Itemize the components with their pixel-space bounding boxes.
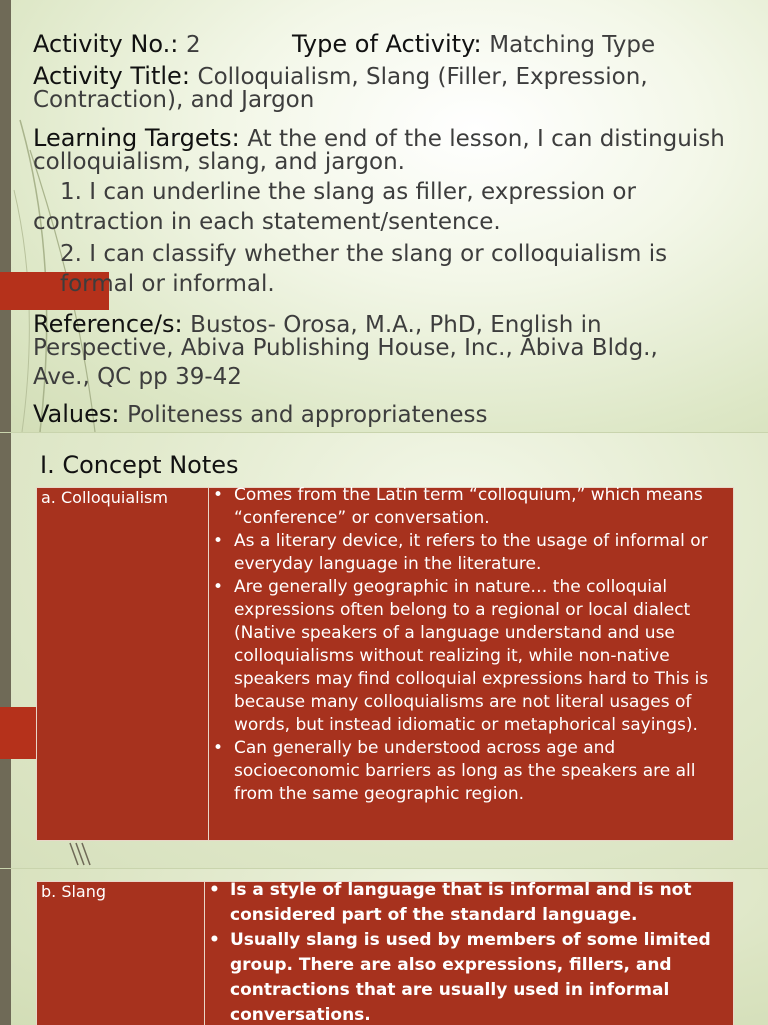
definition-cell [206,878,729,1025]
reference-cont-2: Ave., QC pp 39-42 [33,364,242,390]
activity-number: Activity No.: 2 [33,30,201,58]
list-item: • Can generally be understood across age and socioeconomic barriers as long as the speakers are all from the same geographic region. [213,738,696,804]
activity-title: Activity Title: Colloquialism, Slang (Filler, Expression, [33,62,648,90]
learning-targets: Learning Targets: At the end of the lesson, I can distinguish [33,124,725,152]
learning-targets-cont: colloquialism, slang, and jargon. [33,149,405,175]
list-item: • Is a style of language that is informal and is not considered part of the standard language. [209,880,692,925]
term-cell: a. Colloquialism [37,488,209,840]
target-2-cont: formal or informal. [60,271,275,297]
list-item: • Are generally geographic in nature… the colloquial expressions often belong to a regional or local dialect (Native speakers of a language understand and use colloquialisms without realizing it, while non-native speakers may find colloquial expressions hard to This is because many colloquialisms are not literal usages of words, but instead idiomatic or metaphorical sayings). [213,577,709,735]
activity-title-cont: Contraction), and Jargon [33,87,315,113]
target-1-cont: contraction in each statement/sentence. [33,209,501,235]
list-item: • As a literary device, it refers to the usage of informal or everyday language in the literature. [213,531,708,574]
concept-notes-heading: I. Concept Notes [40,451,239,479]
slide-concept-notes [0,432,768,869]
reference: Reference/s: Bustos- Orosa, M.A., PhD, English in [33,310,602,338]
slang-table [36,881,734,1025]
colloquialism-table [36,487,734,841]
target-1: 1. I can underline the slang as filler, expression or [60,179,636,205]
term-cell: b. Slang [37,882,205,1025]
definition-cell [210,484,729,806]
list-item: • Usually slang is used by members of some limited group. There are also expressions, fillers, and contractions that are usually used in informal conversations. [209,930,711,1025]
slide-activity-info [0,0,768,432]
list-item: • Comes from the Latin term “colloquium,” which means “conference” or conversation. [213,485,703,528]
values: Values: Politeness and appropriateness [33,400,488,428]
slide-sidebar [0,869,11,1025]
reference-cont-1: Perspective, Abiva Publishing House, Inc., Abiva Bldg., [33,335,658,361]
slide-slang [0,868,768,1025]
target-2: 2. I can classify whether the slang or colloquialism is [60,241,668,267]
activity-type: Type of Activity: Matching Type [292,30,656,58]
